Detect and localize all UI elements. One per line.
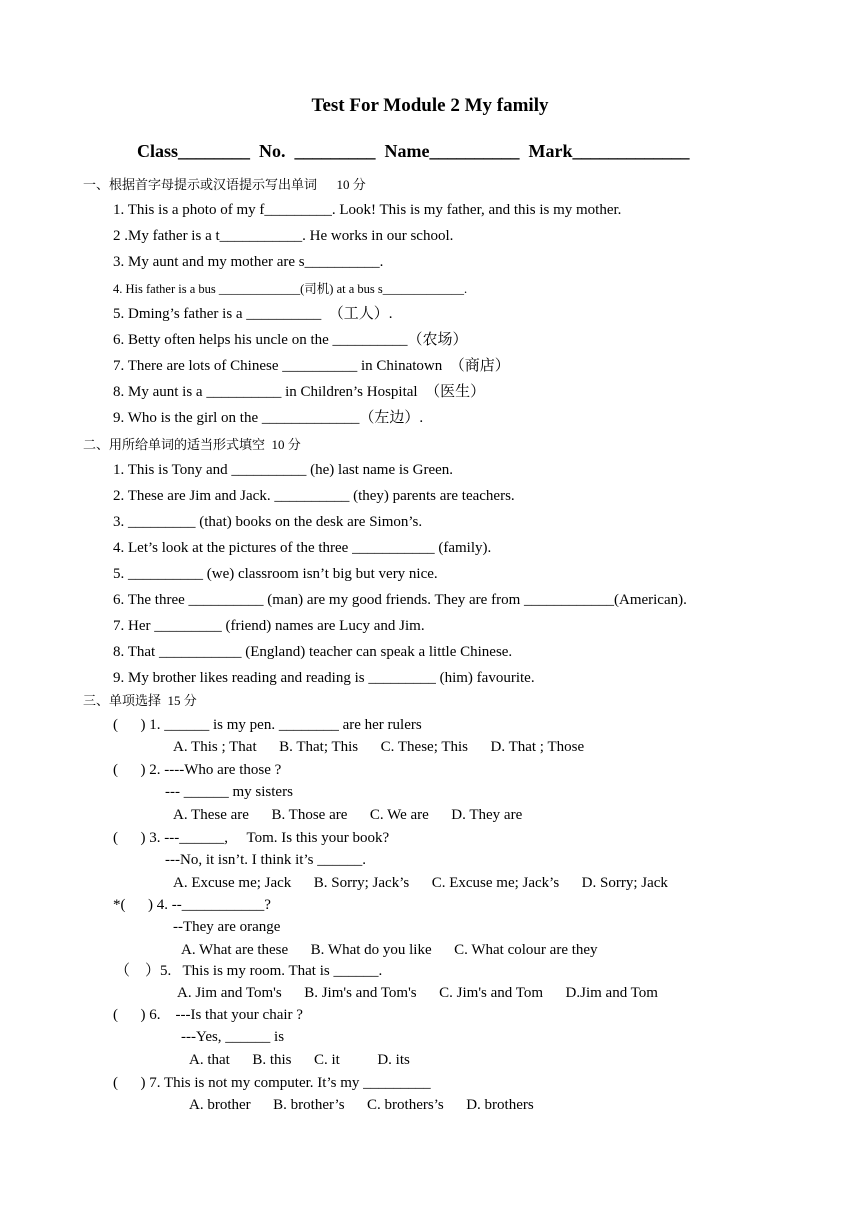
question-line: 9. Who is the girl on the _____________（左边）. <box>113 410 424 426</box>
question-line: 7. There are lots of Chinese __________ in Chinatown （商店） <box>113 358 510 374</box>
mc-options: A. brother B. brother’s C. brothers’s D. brothers <box>189 1097 534 1113</box>
section-heading: 三、单项选择 15 分 <box>83 693 197 708</box>
mc-question: ( ) 3. ---______, Tom. Is this your book? <box>113 830 390 846</box>
question-line: 1. This is Tony and __________ (he) last name is Green. <box>113 462 454 478</box>
question-line: 8. My aunt is a __________ in Children’s Hospital （医生） <box>113 384 486 400</box>
question-line: 2. These are Jim and Jack. __________ (they) parents are teachers. <box>113 488 515 504</box>
question-line: 9. My brother likes reading and reading is _________ (him) favourite. <box>113 670 535 686</box>
mc-dialogue: --- ______ my sisters <box>165 784 293 800</box>
mc-question: （ ）5. This is my room. That is ______. <box>115 963 383 979</box>
question-line: 3. My aunt and my mother are s__________. <box>113 254 384 270</box>
section-heading: 一、根据首字母提示或汉语提示写出单词 10 分 <box>83 177 366 192</box>
mc-options: A. Excuse me; Jack B. Sorry; Jack’s C. Excuse me; Jack’s D. Sorry; Jack <box>173 875 668 891</box>
mc-question: ( ) 1. ______ is my pen. ________ are her rulers <box>113 717 422 733</box>
question-line: 4. His father is a bus _____________(司机) at a bus s_____________. <box>113 282 468 296</box>
mc-dialogue: ---Yes, ______ is <box>181 1029 285 1045</box>
student-info-line: Class________ No. _________ Name__________ Mark_____________ <box>137 141 690 161</box>
page-title: Test For Module 2 My family <box>311 95 549 116</box>
mc-dialogue: --They are orange <box>173 919 281 935</box>
question-line: 1. This is a photo of my f_________. Look! This is my father, and this is my mother. <box>113 202 622 218</box>
question-line: 7. Her _________ (friend) names are Lucy and Jim. <box>113 618 425 634</box>
question-line: 5. __________ (we) classroom isn’t big but very nice. <box>113 566 438 582</box>
question-line: 8. That ___________ (England) teacher can speak a little Chinese. <box>113 644 513 660</box>
mc-question: ( ) 2. ----Who are those ? <box>113 762 282 778</box>
question-line: 6. Betty often helps his uncle on the __________（农场） <box>113 332 468 348</box>
mc-options: A. Jim and Tom's B. Jim's and Tom's C. Jim's and Tom D.Jim and Tom <box>177 985 658 1001</box>
question-line: 4. Let’s look at the pictures of the three ___________ (family). <box>113 540 492 556</box>
question-line: 5. Dming’s father is a __________ （工人）. <box>113 306 393 322</box>
mc-dialogue: ---No, it isn’t. I think it’s ______. <box>165 852 366 868</box>
mc-question: ( ) 6. ---Is that your chair ? <box>113 1007 303 1023</box>
mc-options: A. that B. this C. it D. its <box>189 1052 410 1068</box>
question-line: 3. _________ (that) books on the desk are Simon’s. <box>113 514 423 530</box>
mc-question: ( ) 7. This is not my computer. It’s my _________ <box>113 1075 431 1091</box>
mc-question: *( ) 4. --___________? <box>113 897 271 913</box>
question-line: 2 .My father is a t___________. He works in our school. <box>113 228 454 244</box>
mc-options: A. These are B. Those are C. We are D. They are <box>173 807 523 823</box>
mc-options: A. This ; That B. That; This C. These; This D. That ; Those <box>173 739 585 755</box>
mc-options: A. What are these B. What do you like C. What colour are they <box>181 942 598 958</box>
section-heading: 二、用所给单词的适当形式填空 10 分 <box>83 437 301 452</box>
question-line: 6. The three __________ (man) are my good friends. They are from ____________(American). <box>113 592 687 608</box>
